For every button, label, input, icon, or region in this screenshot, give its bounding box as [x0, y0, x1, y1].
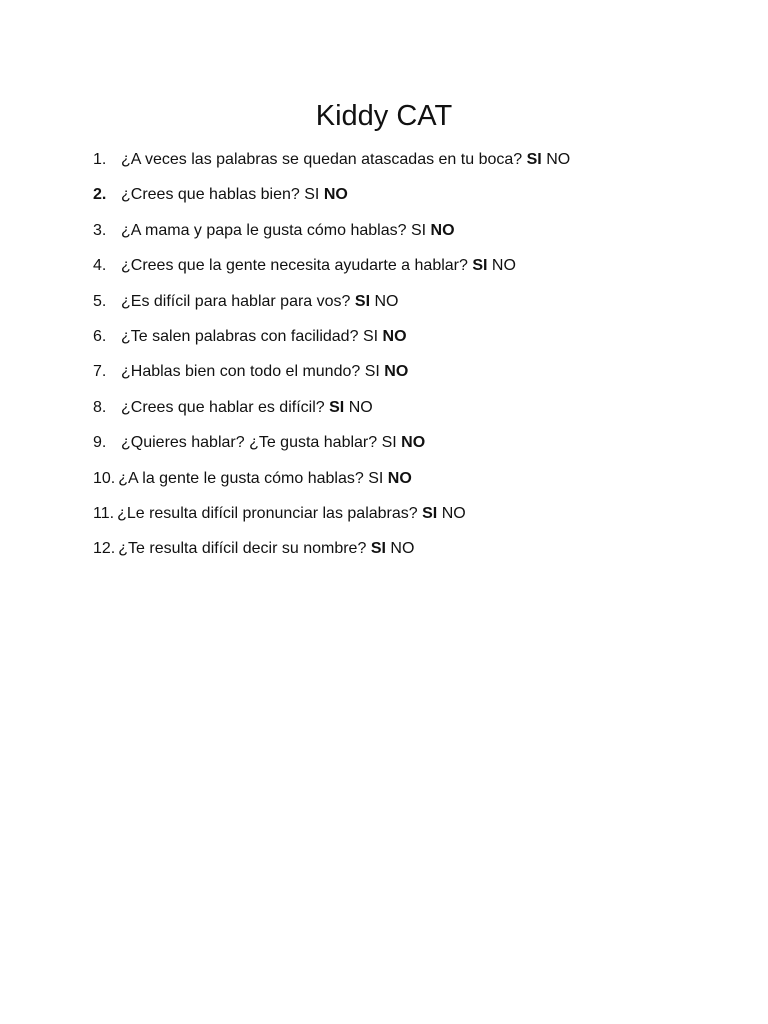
answer-no: NO [384, 363, 409, 381]
question-text: ¿A la gente le gusta cómo hablas? [118, 469, 364, 487]
question-item [93, 502, 733, 537]
question-text: ¿Crees que la gente necesita ayudarte a hablar? [121, 257, 468, 275]
question-item [93, 467, 733, 502]
question-item [93, 360, 733, 395]
question-item [93, 537, 733, 572]
answer-no: NO [401, 434, 426, 452]
answer-si: SI [370, 540, 386, 558]
question-item [93, 148, 733, 183]
question-number: 7. [93, 363, 107, 381]
question-text: ¿Crees que hablar es difícil? [121, 398, 325, 416]
answer-no: NO [323, 186, 348, 204]
question-item [93, 290, 733, 325]
question-text: ¿Le resulta difícil pronunciar las palabras? [117, 504, 418, 522]
answer-si: SI [329, 398, 345, 416]
answer-si: SI [410, 221, 427, 239]
answer-si: SI [364, 363, 380, 381]
question-number: 2. [93, 186, 107, 204]
answer-no: NO [348, 398, 373, 416]
question-text: ¿Hablas bien con todo el mundo? [121, 363, 361, 381]
question-item [93, 219, 733, 254]
question-text: ¿Quieres hablar? ¿Te gusta hablar? [121, 434, 378, 452]
question-number: 6. [93, 327, 107, 345]
question-text: ¿A mama y papa le gusta cómo hablas? [121, 221, 407, 239]
answer-no: NO [430, 221, 455, 239]
answer-si: SI [472, 257, 488, 275]
question-number: 11. [93, 504, 115, 522]
answer-no: NO [546, 151, 571, 168]
answer-no: NO [387, 469, 412, 487]
question-list [93, 148, 733, 573]
answer-no: NO [374, 292, 399, 310]
question-text: ¿Crees que hablas bien? [121, 186, 300, 204]
answer-si: SI [381, 434, 397, 452]
question-text: ¿Te salen palabras con facilidad? [121, 327, 359, 345]
answer-si: SI [368, 469, 384, 487]
question-number: 12. [93, 540, 116, 558]
answer-si: SI [422, 504, 438, 522]
answer-si: SI [304, 186, 320, 204]
page-title: Kiddy CAT [315, 100, 453, 132]
answer-no: NO [441, 504, 466, 522]
question-text: ¿A veces las palabras se quedan atascadas en tu boca? [121, 151, 523, 168]
question-number: 10. [93, 469, 116, 487]
question-text: ¿Es difícil para hablar para vos? [121, 292, 351, 310]
question-text: ¿Te resulta difícil decir su nombre? [118, 540, 367, 558]
question-item [93, 325, 733, 360]
answer-si: SI [526, 151, 542, 168]
question-item [93, 396, 733, 431]
question-number: 5. [93, 292, 107, 310]
answer-no: NO [491, 257, 516, 275]
question-number: 3. [93, 221, 107, 239]
question-item [93, 431, 733, 466]
question-item [93, 254, 733, 289]
answer-no: NO [390, 540, 415, 558]
question-number: 4. [93, 257, 107, 275]
question-number: 8. [93, 398, 107, 416]
question-number: 9. [93, 434, 107, 452]
question-number: 1. [93, 151, 107, 168]
answer-si: SI [362, 327, 379, 345]
answer-si: SI [354, 292, 371, 310]
question-item [93, 183, 733, 218]
answer-no: NO [382, 327, 407, 345]
